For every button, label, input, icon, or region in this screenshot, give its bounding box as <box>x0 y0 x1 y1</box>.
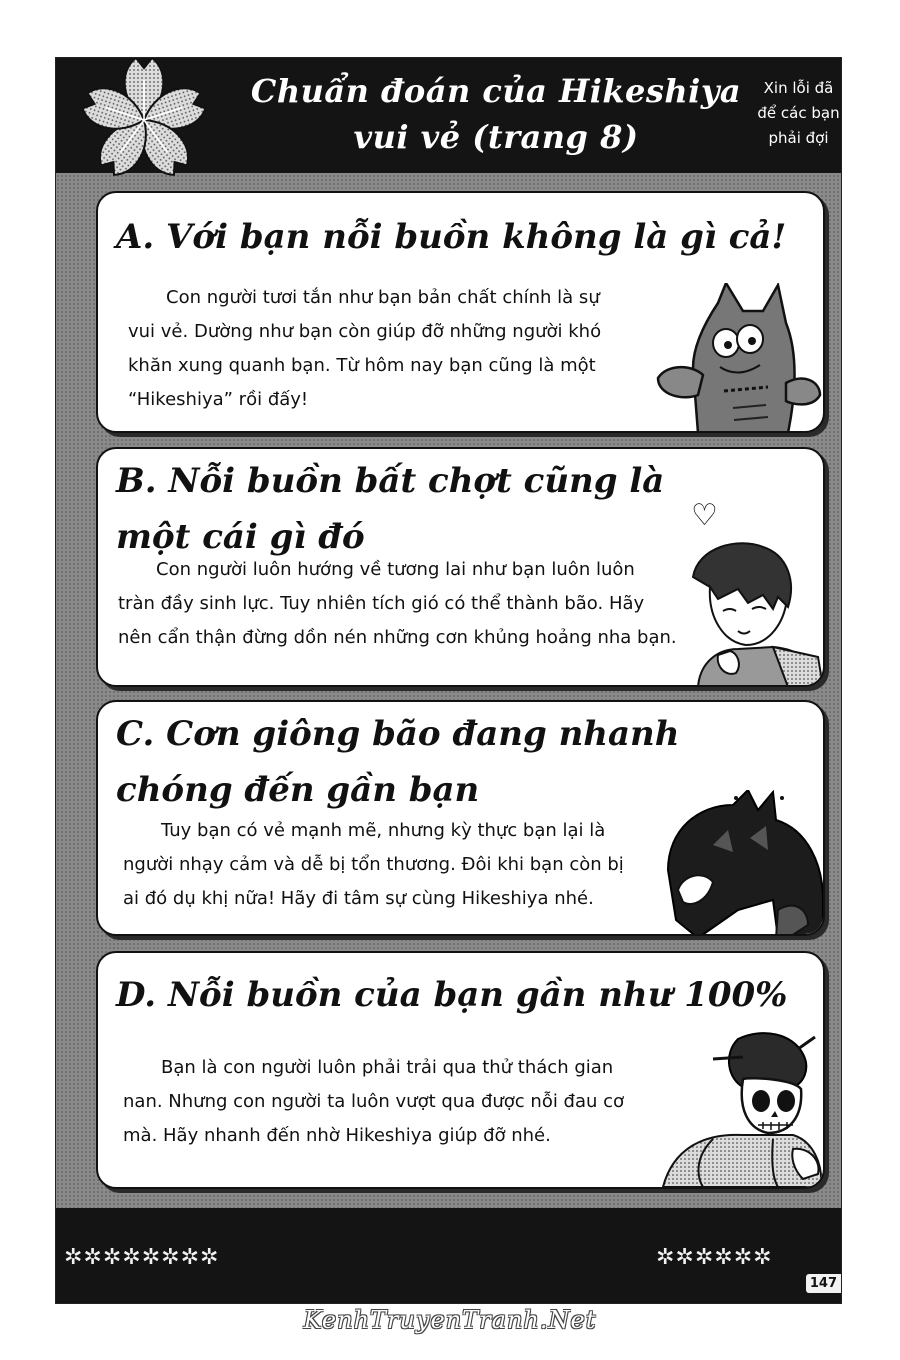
result-card-c <box>96 700 825 936</box>
page-number: 147 <box>806 1274 841 1293</box>
cherry-blossom-icon <box>76 57 211 182</box>
card-body <box>123 1051 624 1153</box>
apology-line-1: Xin lỗi đã <box>763 79 834 97</box>
body-line: Con người tươi tắn như bạn bản chất chính là sự <box>166 287 600 308</box>
body-line: Tuy bạn có vẻ mạnh mẽ, nhưng kỳ thực bạn lại là <box>161 820 606 841</box>
header-band <box>56 58 841 173</box>
body-line: vui vẻ. Dường như bạn còn giúp đỡ những người khó <box>128 321 602 342</box>
apology-line-3: phải đợi <box>768 129 829 147</box>
heading-line: chóng đến gần bạn <box>116 770 480 810</box>
card-body <box>123 814 624 916</box>
body-line: ai đó dụ khị nữa! Hãy đi tâm sự cùng Hikeshiya nhé. <box>123 888 594 909</box>
title-line-2: vui vẻ (trang 8) <box>353 118 639 156</box>
body-line: khăn xung quanh bạn. Từ hôm nay bạn cũng là một <box>128 355 596 376</box>
watermark: KenhTruyenTranh.Net <box>303 1306 597 1334</box>
apology-line-2: để các bạn <box>757 104 840 122</box>
result-card-a <box>96 191 825 433</box>
body-line: Bạn là con người luôn phải trải qua thử thách gian <box>161 1057 614 1078</box>
apology-note <box>751 76 842 151</box>
heading-line: B. Nỗi buồn bất chợt cũng là <box>116 461 665 501</box>
body-line: tràn đầy sinh lực. Tuy nhiên tích gió có thể thành bão. Hãy <box>118 593 645 614</box>
heading-line: A. Với bạn nỗi buồn không là gì cả! <box>116 217 787 257</box>
body-line: mà. Hãy nhanh đến nhờ Hikeshiya giúp đỡ nhé. <box>123 1125 551 1146</box>
card-heading <box>116 967 816 1023</box>
result-card-b <box>96 447 825 687</box>
title-line-1: Chuẩn đoán của Hikeshiya <box>250 72 742 110</box>
card-heading <box>116 209 816 265</box>
footer-band <box>56 1208 841 1303</box>
card-body <box>118 553 677 655</box>
page-frame <box>55 57 842 1304</box>
star-decoration-right: ✲✲✲✲✲✲ <box>656 1245 773 1270</box>
page-title <box>226 68 766 160</box>
heading-line: D. Nỗi buồn của bạn gần như 100% <box>116 975 788 1015</box>
star-decoration-left: ✲✲✲✲✲✲✲✲ <box>64 1245 220 1270</box>
card-body <box>128 281 601 417</box>
body-line: nan. Nhưng con người ta luôn vượt qua được nỗi đau cơ <box>123 1091 625 1112</box>
skull-geisha-icon <box>643 1029 823 1187</box>
result-card-d <box>96 951 825 1189</box>
heading-line: C. Cơn giông bão đang nhanh <box>116 714 680 754</box>
heading-line: một cái gì đó <box>116 517 365 557</box>
body-line: Con người luôn hướng về tương lai như bạn luôn luôn <box>156 559 635 580</box>
cat-icon <box>638 283 823 433</box>
heart-icon: ♡ <box>691 498 718 533</box>
body-line: “Hikeshiya” rồi đấy! <box>128 389 309 410</box>
body-line: nên cẩn thận đừng dồn nén những cơn khủng hoảng nha bạn. <box>118 627 677 648</box>
dark-hair-character-icon <box>658 790 823 936</box>
girl-heart-icon <box>678 537 823 687</box>
body-line: người nhạy cảm và dễ bị tổn thương. Đôi khi bạn còn bị <box>123 854 624 875</box>
